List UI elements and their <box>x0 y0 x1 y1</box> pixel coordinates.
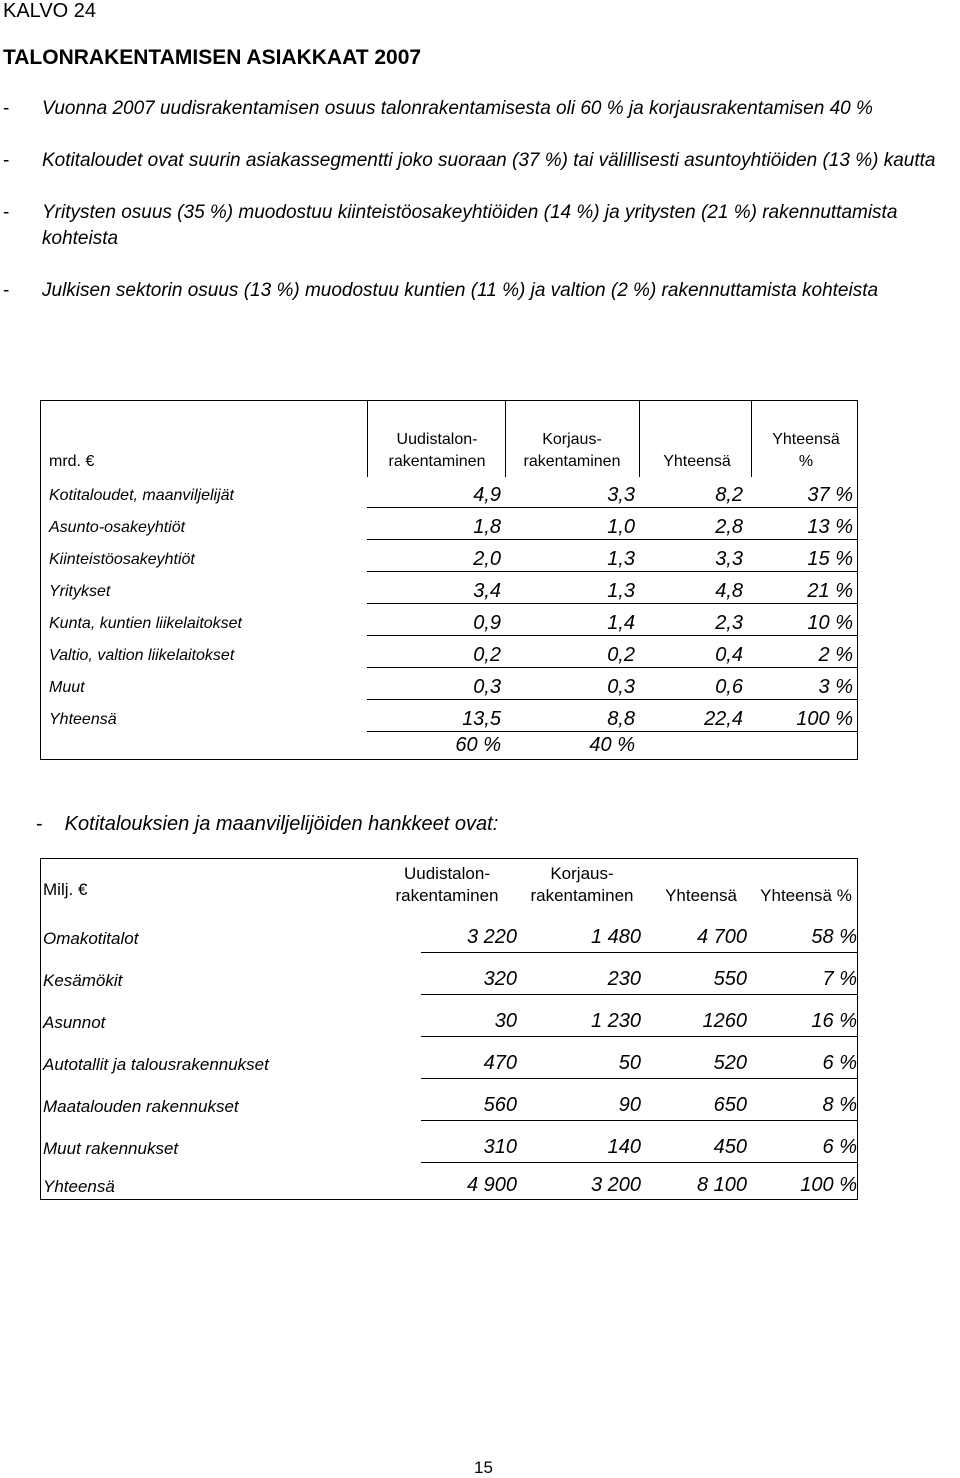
cell-renovation: 8,8 <box>607 708 635 730</box>
cell-new-build: 30 <box>494 1010 517 1032</box>
cell-total-pct: 6 % <box>822 1136 857 1158</box>
table-row <box>41 605 857 636</box>
cell-new-build: 1,8 <box>473 516 501 538</box>
cell-total: 550 <box>713 968 747 990</box>
cell-total-pct: 16 % <box>811 1010 857 1032</box>
cell-total-pct: 2 % <box>818 644 853 666</box>
col-header-new-build <box>367 429 507 473</box>
table-row <box>41 1079 857 1121</box>
cell-renovation: 90 <box>618 1094 641 1116</box>
cell-share-renovation: 40 % <box>589 734 635 756</box>
col-header-line: Yhteensä <box>772 431 840 448</box>
cell-new-build: 3 220 <box>466 926 517 948</box>
table-row-share <box>41 727 857 758</box>
cell-new-build: 4,9 <box>473 484 501 506</box>
cell-renovation: 1 480 <box>590 926 641 948</box>
cell-total: 2,3 <box>715 612 743 634</box>
bullet-dash: - <box>3 202 10 223</box>
row-label: Muut rakennukset <box>43 1139 179 1158</box>
row-label: Yhteensä <box>49 711 117 728</box>
col-header-line: Uudistalon- <box>396 431 478 448</box>
cell-total-pct: 15 % <box>807 548 853 570</box>
row-label: Kunta, kuntien liikelaitokset <box>49 615 242 632</box>
row-rule <box>367 539 857 540</box>
cell-new-build: 0,9 <box>473 612 501 634</box>
cell-total-pct: 100 % <box>800 1174 857 1196</box>
table-row <box>41 669 857 700</box>
col-header-line: Korjaus- <box>550 864 614 883</box>
cell-renovation: 230 <box>607 968 641 990</box>
cell-renovation: 1 230 <box>590 1010 641 1032</box>
header-divider <box>639 401 640 477</box>
cell-renovation: 3,3 <box>607 484 635 506</box>
row-rule <box>367 667 857 668</box>
col-header-total-pct: Yhteensä % <box>760 886 852 905</box>
col-header-total: Yhteensä <box>663 453 731 470</box>
cell-new-build: 3,4 <box>473 580 501 602</box>
table-row <box>41 911 857 953</box>
cell-renovation: 0,2 <box>607 644 635 666</box>
table-row <box>41 1121 857 1163</box>
cell-total-pct: 58 % <box>811 926 857 948</box>
row-label: Kotitaloudet, maanviljelijät <box>49 487 234 504</box>
table-row <box>41 637 857 668</box>
cell-total: 0,4 <box>715 644 743 666</box>
cell-total: 4,8 <box>715 580 743 602</box>
cell-total-pct: 6 % <box>822 1052 857 1074</box>
col-header-line: rakentaminen <box>530 886 634 905</box>
bullet-dash: - <box>36 813 43 835</box>
row-label: Muut <box>49 679 85 696</box>
cell-total: 2,8 <box>715 516 743 538</box>
table-row <box>41 953 857 995</box>
unit-label: mrd. € <box>49 453 95 470</box>
row-rule <box>367 603 857 604</box>
table-row <box>41 541 857 572</box>
cell-total-pct: 21 % <box>807 580 853 602</box>
cell-total-pct: 3 % <box>818 676 853 698</box>
subheading <box>36 813 498 836</box>
row-label: Yritykset <box>49 583 111 600</box>
bullet-text: Vuonna 2007 uudisrakentamisen osuus talonrakentamisesta oli 60 % ja korjausrakentamisen 40 % <box>42 98 873 119</box>
row-rule <box>367 699 857 700</box>
bullet-list <box>0 96 960 330</box>
bullet-text: Kotitaloudet ovat suurin asiakassegmentti joko suoraan (37 %) tai välillisesti asuntoyhtiöiden (13 %) kautta <box>42 150 936 171</box>
cell-renovation: 140 <box>607 1136 641 1158</box>
cell-total: 8,2 <box>715 484 743 506</box>
cell-total: 8 100 <box>696 1174 747 1196</box>
cell-new-build: 320 <box>483 968 517 990</box>
row-label: Kiinteistöosakeyhtiöt <box>49 551 195 568</box>
slide-label: KALVO 24 <box>3 0 97 22</box>
cell-renovation: 1,3 <box>607 548 635 570</box>
cell-new-build: 0,2 <box>473 644 501 666</box>
row-rule <box>367 635 857 636</box>
page-title: TALONRAKENTAMISEN ASIAKKAAT 2007 <box>3 46 422 69</box>
cell-total-pct: 13 % <box>807 516 853 538</box>
table-row <box>41 477 857 508</box>
table-row <box>41 509 857 540</box>
row-label: Autotallit ja talousrakennukset <box>43 1055 269 1074</box>
bullet-dash: - <box>3 280 10 301</box>
customers-table <box>40 400 858 760</box>
cell-total: 450 <box>713 1136 747 1158</box>
cell-share-new-build: 60 % <box>455 734 501 756</box>
cell-total: 4 700 <box>696 926 747 948</box>
cell-total: 0,6 <box>715 676 743 698</box>
cell-renovation: 0,3 <box>607 676 635 698</box>
row-label: Valtio, valtion liikelaitokset <box>49 647 235 664</box>
bullet-dash: - <box>3 98 10 119</box>
col-header-line: Uudistalon- <box>404 864 490 883</box>
unit-label: Milj. € <box>43 880 88 899</box>
row-rule <box>367 507 857 508</box>
table-row <box>41 995 857 1037</box>
row-label: Asunto-osakeyhtiöt <box>49 519 186 536</box>
table-row <box>41 1037 857 1079</box>
cell-new-build: 0,3 <box>473 676 501 698</box>
col-header-line: rakentaminen <box>388 453 486 470</box>
cell-total: 22,4 <box>704 708 743 730</box>
col-header-new-build <box>377 863 517 907</box>
header-divider <box>505 401 506 477</box>
bullet-text: Yritysten osuus (35 %) muodostuu kiinteistöosakeyhtiöiden (14 %) ja yritysten (21 %) rakennuttamista kohteista <box>42 202 898 249</box>
row-rule <box>367 571 857 572</box>
cell-total-pct: 10 % <box>807 612 853 634</box>
subheading-text: Kotitalouksien ja maanviljelijöiden hankkeet ovat: <box>64 813 499 835</box>
col-header-line: Korjaus- <box>542 431 602 448</box>
households-table <box>40 858 858 1200</box>
col-header-total: Yhteensä <box>665 886 737 905</box>
cell-renovation: 1,0 <box>607 516 635 538</box>
cell-total-pct: 37 % <box>807 484 853 506</box>
page-number: 15 <box>474 1458 493 1477</box>
row-label: Asunnot <box>43 1013 106 1032</box>
cell-total-pct: 100 % <box>796 708 853 730</box>
table-row-total <box>41 1159 857 1201</box>
cell-renovation: 50 <box>618 1052 641 1074</box>
cell-new-build: 13,5 <box>462 708 501 730</box>
table-row <box>41 573 857 604</box>
cell-total: 3,3 <box>715 548 743 570</box>
cell-new-build: 2,0 <box>473 548 501 570</box>
bullet-text: Julkisen sektorin osuus (13 %) muodostuu kuntien (11 %) ja valtion (2 %) rakennuttamista kohteista <box>42 280 879 301</box>
cell-new-build: 310 <box>483 1136 517 1158</box>
cell-total: 650 <box>713 1094 747 1116</box>
row-label: Maatalouden rakennukset <box>43 1097 239 1116</box>
bullet-item <box>0 96 960 122</box>
col-header-line: rakentaminen <box>395 886 499 905</box>
header-divider <box>751 401 752 477</box>
cell-total-pct: 8 % <box>822 1094 857 1116</box>
bullet-item <box>0 200 960 252</box>
header-divider <box>367 401 368 477</box>
bullet-dash: - <box>3 150 10 171</box>
col-header-line: rakentaminen <box>523 453 621 470</box>
row-label: Omakotitalot <box>43 929 139 948</box>
cell-total: 1260 <box>702 1010 747 1032</box>
cell-renovation: 3 200 <box>590 1174 641 1196</box>
bullet-item <box>0 278 960 304</box>
col-header-line: % <box>798 453 814 470</box>
col-header-renovation <box>515 863 649 907</box>
row-label: Kesämökit <box>43 971 123 990</box>
bullet-item <box>0 148 960 174</box>
col-header-renovation <box>505 429 639 473</box>
row-label: Yhteensä <box>43 1177 115 1196</box>
cell-new-build: 470 <box>483 1052 517 1074</box>
cell-new-build: 560 <box>483 1094 517 1116</box>
cell-total-pct: 7 % <box>822 968 857 990</box>
cell-renovation: 1,4 <box>607 612 635 634</box>
cell-total: 520 <box>713 1052 747 1074</box>
cell-renovation: 1,3 <box>607 580 635 602</box>
cell-new-build: 4 900 <box>466 1174 517 1196</box>
col-header-total-pct <box>757 429 855 473</box>
